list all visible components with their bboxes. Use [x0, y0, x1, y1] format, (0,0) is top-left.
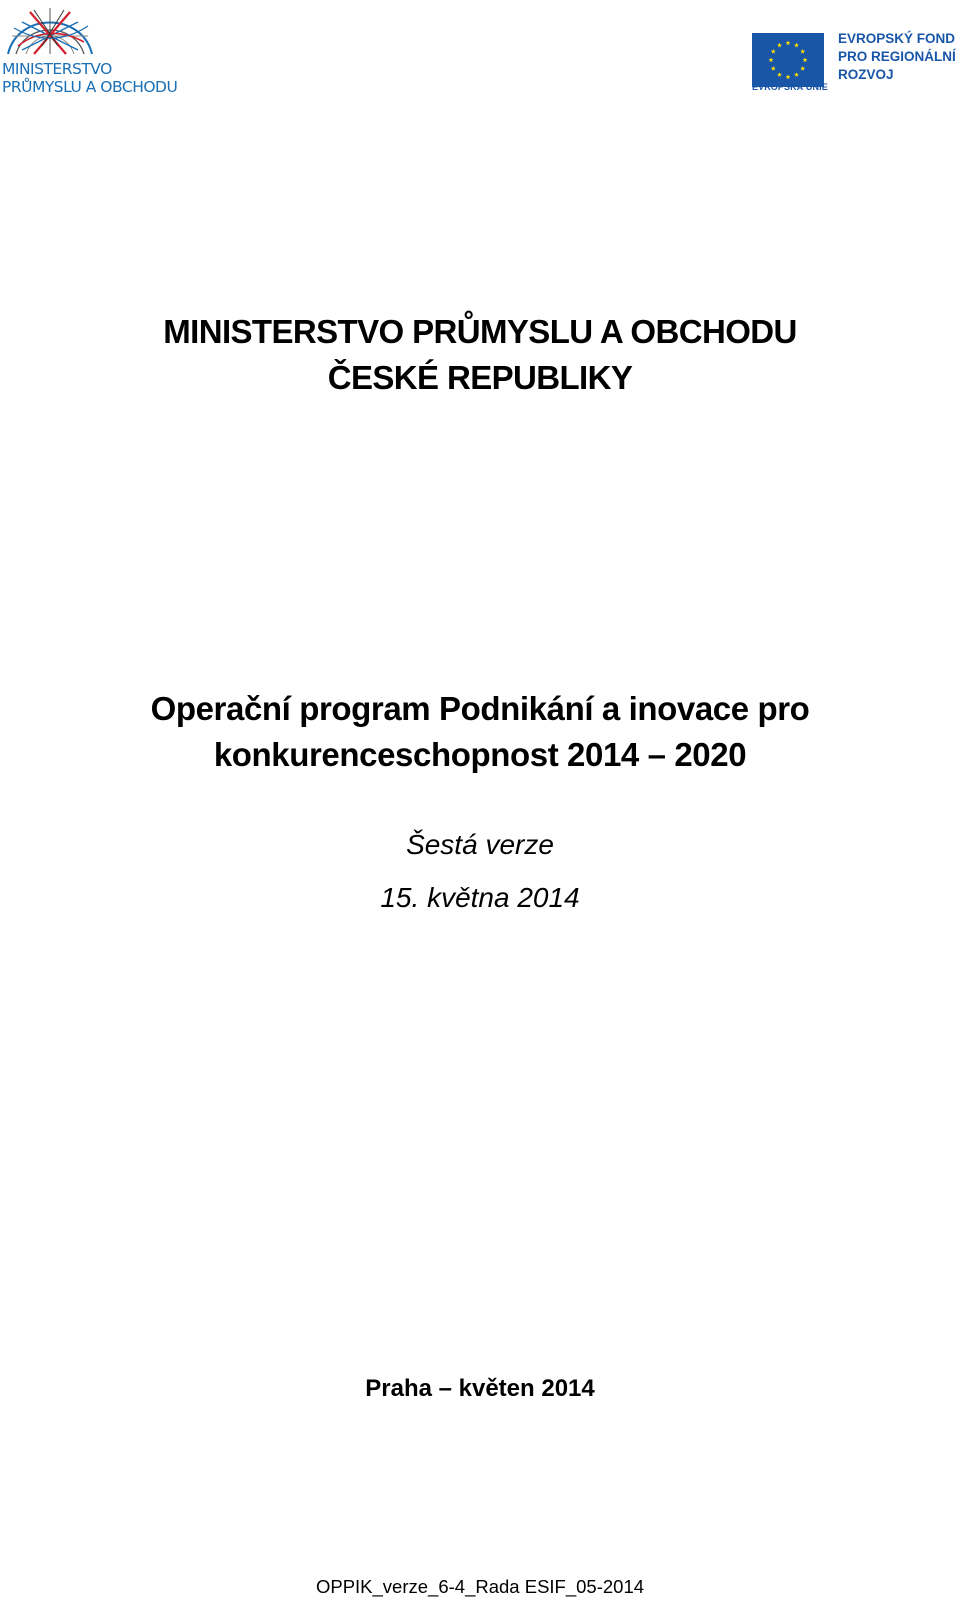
eu-fund-logo: [752, 30, 957, 100]
ministry-globe-logo-icon: [4, 2, 96, 58]
eu-caption: EVROPSKÁ UNIE: [752, 82, 828, 92]
document-title-line1: MINISTERSTVO PRŮMYSLU A OBCHODU: [163, 313, 797, 350]
ministry-logo-line1: MINISTERSTVO: [2, 60, 112, 78]
eu-flag-icon: [752, 33, 824, 87]
program-name-line1: Operační program Podnikání a inovace pro: [150, 690, 810, 727]
fund-name-line2: PRO REGIONÁLNÍ: [838, 49, 956, 64]
program-name: [0, 686, 960, 778]
fund-name-line1: EVROPSKÝ FOND: [838, 31, 956, 46]
version-label: Šestá verze: [406, 829, 554, 860]
place-date: Praha – květen 2014: [365, 1375, 595, 1402]
ministry-logo: [0, 0, 215, 100]
program-name-line2: konkurenceschopnost 2014 – 2020: [213, 736, 747, 773]
document-title: [0, 309, 960, 401]
ministry-logo-text: [2, 60, 177, 96]
document-title-line2: ČESKÉ REPUBLIKY: [327, 359, 633, 396]
document-code: OPPIK_verze_6-4_Rada ESIF_05-2014: [315, 1576, 645, 1597]
fund-name: [838, 30, 956, 84]
fund-name-line3: ROZVOJ: [838, 67, 894, 82]
version-date: 15. května 2014: [380, 882, 580, 913]
ministry-logo-line2: PRŮMYSLU A OBCHODU: [2, 78, 178, 96]
